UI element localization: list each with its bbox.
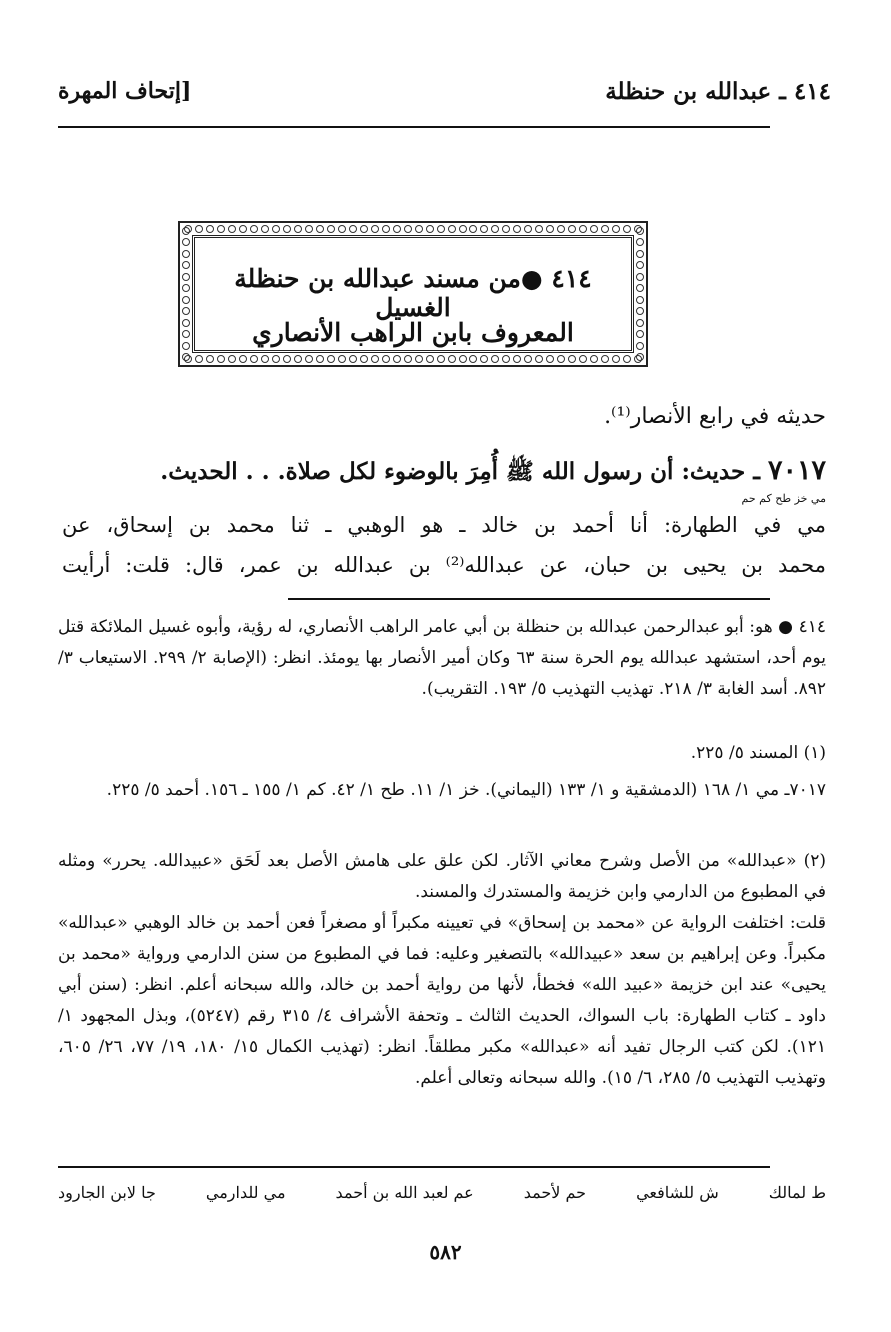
ornament-ring [283, 225, 291, 233]
intro-line: حديثه في رابع الأنصار⁽¹⁾. [604, 404, 826, 429]
footnote-1: (١) المسند ٥/ ٢٢٥. [690, 743, 826, 763]
ornament-ring [182, 330, 190, 338]
book-title: [إتحاف المهرة [58, 78, 192, 104]
ornament-ring [349, 225, 357, 233]
ornament-ring [195, 355, 203, 363]
isnad-line-2: محمد بن يحيى بن حبان، عن عبدالله⁽²⁾ بن عبدالله بن عمر، قال: قلت: أرأيت [62, 553, 826, 577]
ornament-ring [415, 225, 423, 233]
ornament-ring [338, 355, 346, 363]
ornament-ring [327, 355, 335, 363]
ornament-ring [636, 238, 644, 246]
ornament-ring [480, 225, 488, 233]
ornament-ring [327, 225, 335, 233]
ornament-ring [612, 225, 620, 233]
ornament-ring [272, 355, 280, 363]
ornament-ring [217, 355, 225, 363]
ornament-ring [393, 225, 401, 233]
ornament-ring [437, 355, 445, 363]
ornament-ring [636, 319, 644, 327]
ornament-ring [502, 225, 510, 233]
running-title: ٤١٤ ـ عبدالله بن حنظلة [605, 78, 831, 105]
ornament-ring [623, 355, 631, 363]
ornament-ring [636, 273, 644, 281]
ornament-ring [426, 225, 434, 233]
footnote-divider [288, 598, 770, 600]
ornament-ring [182, 250, 190, 258]
ornament-ring [228, 355, 236, 363]
ornament-ring [206, 355, 214, 363]
section-title-frame [178, 221, 648, 367]
ornament-ring [305, 355, 313, 363]
ornament-ring [182, 353, 190, 361]
ornament-ring [228, 225, 236, 233]
ornament-ring [250, 355, 258, 363]
ornament-ring [491, 355, 499, 363]
ornament-ring [623, 225, 631, 233]
ornament-border-right [636, 227, 644, 361]
ornament-border-bottom [184, 355, 642, 363]
sigla-divider [58, 1166, 770, 1168]
ornament-ring [338, 225, 346, 233]
ornament-ring [217, 225, 225, 233]
ornament-ring [393, 355, 401, 363]
ornament-ring [535, 225, 543, 233]
ornament-ring [415, 355, 423, 363]
ornament-ring [480, 355, 488, 363]
ornament-ring [206, 225, 214, 233]
hadith-number: ٧٠١٧ [767, 455, 826, 486]
ornament-ring [557, 225, 565, 233]
ornament-ring [272, 225, 280, 233]
siglum-darimi: مي للدارمي [205, 1183, 286, 1202]
footnote-2: (٢) «عبدالله» من الأصل وشرح معاني الآثار. لكن علق على هامش الأصل بعد لَحَق «عبيدالله. يحرر» ومثله في المطبوع من الدارمي وابن خزيمة والمستدرك والمسند. [58, 851, 826, 902]
ornament-ring [469, 355, 477, 363]
siglum-ibn-jarud: جا لابن الجارود [58, 1183, 156, 1202]
ornament-ring [182, 284, 190, 292]
isnad-line-1: مي في الطهارة: أنا أحمد بن خالد ـ هو الوهبي ـ ثنا محمد بن إسحاق، عن [62, 513, 826, 537]
ornament-ring [371, 225, 379, 233]
footnote-hadith-sources: ٧٠١٧ـ مي ١/ ١٦٨ (الدمشقية و ١/ ١٣٣ (اليماني). خز ١/ ١١. طح ١/ ٤٢. كم ١/ ١٥٥ ـ ١٥٦. أحمد ٥/ ٢٢٥. [106, 780, 826, 800]
ornament-ring [360, 355, 368, 363]
ornament-ring [182, 307, 190, 315]
header-divider [58, 126, 770, 128]
ornament-ring [636, 330, 644, 338]
ornament-ring [182, 319, 190, 327]
ornament-ring [524, 225, 532, 233]
ornament-ring [182, 261, 190, 269]
ornament-ring [612, 355, 620, 363]
ornament-ring [382, 355, 390, 363]
page-header [58, 78, 831, 118]
ornament-ring [349, 355, 357, 363]
siglum-abdullah-ibn-ahmad: عم لعبد الله بن أحمد [335, 1183, 474, 1202]
ornament-border-top [184, 225, 642, 233]
ornament-ring [437, 225, 445, 233]
ornament-ring [195, 225, 203, 233]
ornament-ring [636, 250, 644, 258]
siglum-shafii: ش للشافعي [636, 1183, 719, 1202]
sigla-legend [58, 1183, 826, 1202]
ornament-ring [491, 225, 499, 233]
page-number: ٥٨٢ [429, 1240, 462, 1264]
ornament-ring [636, 353, 644, 361]
ornament-ring [426, 355, 434, 363]
source-markers: مي خز طح كم حم [741, 492, 826, 505]
ornament-ring [579, 225, 587, 233]
hadith-heading [62, 452, 826, 491]
ornament-ring [601, 225, 609, 233]
ornament-ring [636, 296, 644, 304]
ornament-ring [371, 355, 379, 363]
ornament-ring [182, 342, 190, 350]
ornament-ring [182, 227, 190, 235]
ornament-ring [636, 307, 644, 315]
ornament-ring [590, 355, 598, 363]
ornament-ring [360, 225, 368, 233]
ornament-ring [502, 355, 510, 363]
ornament-ring [239, 225, 247, 233]
ornament-ring [239, 355, 247, 363]
footnote-biography: ٤١٤ ● هو: أبو عبدالرحمن عبدالله بن حنظلة بن أبي عامر الراهب الأنصاري، له رؤية، وأبوه غسيل الملائكة قتل يوم أحد، استشهد عبدالله يوم الحرة سنة ٦٣ وكان أمير الأنصار بها يومئذ. انظر: (الإصابة ٢/ ٢٩٩. الاستيعاب ٣/ ٨٩٢. أسد الغابة ٣/ ٢١٨. تهذيب التهذيب ٥/ ١٩٣. التقريب). [58, 617, 826, 699]
ornament-ring [557, 355, 565, 363]
ornament-ring [448, 355, 456, 363]
ornament-ring [636, 261, 644, 269]
ornament-ring [513, 355, 521, 363]
ornament-ring [316, 355, 324, 363]
ornament-ring [261, 225, 269, 233]
ornament-ring [568, 355, 576, 363]
ornament-ring [305, 225, 313, 233]
ornament-ring [182, 296, 190, 304]
ornament-ring [535, 355, 543, 363]
ornament-ring [546, 225, 554, 233]
footnote-2-commentary: قلت: اختلفت الرواية عن «محمد بن إسحاق» في تعيينه مكبراً أو مصغراً فعن أحمد بن خالد الوهبي «عبدالله» مكبراً. وعن إبراهيم بن سعد «عبيدالله» بالتصغير وعليه: فما في المطبوع من سنن الدارمي ورواية «محمد بن يحيى» عند ابن خزيمة «عبيد الله» فخطأ، لأنها من رواية أحمد بن خالد، والله سبحانه أعلم. انظر: (سنن أبي داود ـ كتاب الطهارة: باب السواك، الحديث الثالث ـ وتحفة الأشراف ٤/ ٣١٥ رقم (٥٢٤٧)، وبذل المجهود ١/ ١٢١). لكن كتب الرجال تفيد أنه «عبدالله» مكبر مطلقاً. انظر: (تهذيب الكمال ١٥/ ١٨٠، ١٩/ ٧٧، ٢٦/ ٦٠٥، وتهذيب التهذيب ٥/ ٢٨٥، ٦/ ١٥). والله سبحانه وتعالى أعلم. [58, 913, 826, 1088]
ornament-ring [513, 225, 521, 233]
hadith-text: ـ حديث: أن رسول الله ﷺ أُمِرَ بالوضوء لكل صلاة. . . الحديث. [160, 458, 760, 485]
ornament-ring [294, 225, 302, 233]
ornament-ring [404, 355, 412, 363]
section-title-line-2: المعروف بابن الراهب الأنصاري [252, 318, 574, 347]
ornament-ring [182, 273, 190, 281]
ornament-ring [590, 225, 598, 233]
siglum-malik: ط لمالك [768, 1183, 826, 1202]
ornament-ring [524, 355, 532, 363]
ornament-ring [448, 225, 456, 233]
siglum-ahmad: حم لأحمد [523, 1183, 587, 1202]
ornament-ring [568, 225, 576, 233]
ornament-border-left [182, 227, 190, 361]
ornament-ring [250, 225, 258, 233]
section-title-line-1: ٤١٤ ●من مسند عبدالله بن حنظلة الغسيل [234, 264, 592, 322]
ornament-ring [546, 355, 554, 363]
ornament-ring [294, 355, 302, 363]
ornament-ring [469, 225, 477, 233]
ornament-ring [579, 355, 587, 363]
ornament-ring [601, 355, 609, 363]
ornament-ring [636, 227, 644, 235]
ornament-ring [261, 355, 269, 363]
ornament-ring [182, 238, 190, 246]
ornament-ring [459, 355, 467, 363]
ornament-ring [636, 284, 644, 292]
ornament-ring [382, 225, 390, 233]
ornament-ring [316, 225, 324, 233]
ornament-ring [283, 355, 291, 363]
ornament-ring [459, 225, 467, 233]
ornament-ring [404, 225, 412, 233]
section-title-inner-frame [192, 235, 634, 353]
ornament-ring [636, 342, 644, 350]
